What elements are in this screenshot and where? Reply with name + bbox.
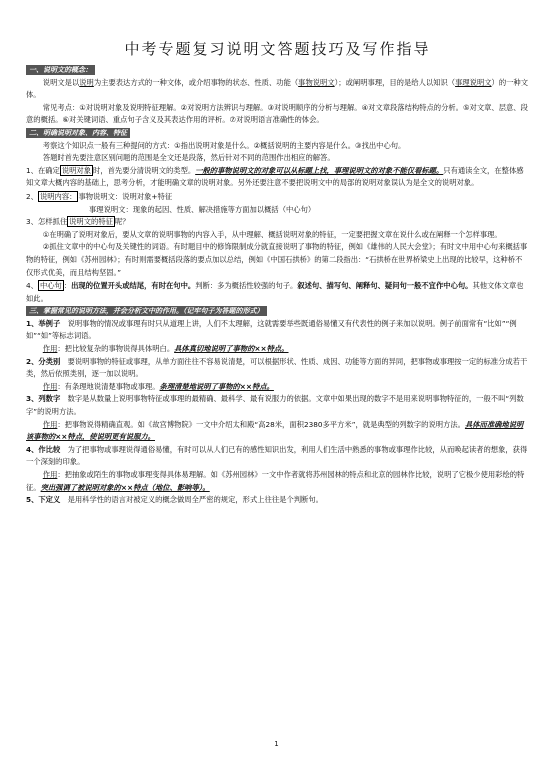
document-page [26,40,529,507]
s2-item-3-p1: ①在明确了说明对象后，要从文章的说明事物的内容入手，从中理解、概括说明对象的特征，一定要把握文章在说什么或在阐释一个怎样事理。 [42,229,502,239]
method-1: 1、举例子 说明事物的情况或事理有时只从道理上讲，人们不太理解，这就需要举些既通俗易懂又有代表性的例子来加以说明。例子前面常有“比如”“例如”“如”等标志词语。 [26,318,517,341]
s2-paragraph-2: 答题时首先要注意区别问题的范围是全文还是段落，然后针对不同的范围作出相应的解答。 [42,153,335,163]
page-title: 中考专题复习说明文答题技巧及写作指导 [124,40,431,58]
s2-item-2-sub: 事理说明文：现象的起因、性质、解决措施等方面加以概括（中心句） [89,204,316,214]
s1-paragraph-1: 说明文是以说明为主要表达方式的一种文体，或介绍事物的状态、性质、功能（事物说明文）；或阐明事理，目的是给人以知识（事理说明文）的一种文体。 [26,77,529,100]
method-1-use: 作用：把比较复杂的事物说得具体明白。具体真切地说明了事物的××特点。 [42,344,289,354]
method-2-use: 作用：有条理地说清楚事物或事理。条理清楚地说明了事物的××特点。 [42,381,274,391]
method-2: 2、分类别 要说明事物的特征或事理，从单方面往往不容易说清楚，可以根据形状、性质、成因、功能等方面的异同，把事物或事理按一定的标准分成若干类，然后依照类别，逐一加以说明。 [26,356,528,379]
method-3: 3、列数字 数字是从数量上说明事物特征或事理的最精确、最科学、最有说服力的依据。文章中如果出现的数字不是用来说明事物特征的，一般不叫“列数字”的说明方法。 [26,394,524,417]
section-3-heading: 三、掌握常见的说明方法，并会分析文中的作用。（记牢句子为答题的形式） [26,305,529,318]
s2-item-2: 2、 说明内容： 事物说明文：说明对象+特征 [26,191,173,201]
page-number: 1 [274,740,279,748]
method-4-use: 作用：把抽象或陌生的事物或事理变得具体易理解。如《苏州园林》一文中作者就将苏州园林的特点和北京的园林作比较，说明了它极少使用彩绘的特征。突出强调了被说明对象的××特点（地位、影响等）。 [26,470,525,492]
section-2-heading: 二、明确说明对象、内容、特征 [26,127,529,140]
section-1-heading: 一、说明文的概念： [26,64,529,77]
method-3-use: 作用：把事物说得精确直观。如《故宫博物院》一文中介绍太和殿“高28米，面积2380多平方米”，就是典型的列数字的说明方法。具体而准确地说明该事物的××特点，使说明更有说服力。 [26,419,524,442]
s2-item-4: 4、 中心句 ：出现的位置开头或结尾，有时在句中。判断：多为概括性较强的句子。叙述句、描写句、阐释句、疑问句一般不宜作中心句。其他文体文章也如此。 [26,281,524,303]
s2-item-3: 3、怎样抓住 说明文的特征 呢？ [26,217,130,227]
method-4: 4、作比较 为了把事物或事理说得通俗易懂，有时可以从人们已有的感性知识出发，利用人们生活中熟悉的事物或事理作比较，从而唤起读者的想象，获得一个深刻的印象。 [26,444,528,467]
s2-item-3-p2: ②抓住文章中的中心句及关键性的词语。有时题目中的修饰限制成分就直接说明了事物的特征，例如《雄伟的人民大会堂》；有时文中用中心句来概括事物的特征，例如《苏州园林》；有时则需要概括段落的要点加以总结，例如《中国石拱桥》的第二段指出：“石拱桥在世界桥梁史上出现的比较早，这种桥不仅形式优美，而且结构坚固。” [26,242,528,277]
method-5: 5、下定义 是用科学性的语言对被定义的概念做周全严密的规定，形式上往往是个判断句。 [26,495,323,505]
s2-item-1: 1、在确定 说明对象 时，首先要分清说明文的类型。一般的事物说明文的对象可以从标题上找，事理说明文的对象不能仅看标题。只有通读全文，在整体感知文章大概内容的基础上，思考分析，才能明确文章的说明对象。另外还要注意不要把说明文中的局部的说明对象误认为是全文的说明对象。 [26,165,524,188]
s1-exam-points: 常见考点：①对说明对象及说明特征理解。②对说明方法辨识与理解。③对说明顺序的分析与理解。④对文章段落结构特点的分析。⑤对文章、层意、段意的概括。⑥对关键词语、重点句子含义及其表达作用的评析。⑦对说明语言准确性的体会。 [26,102,528,125]
s2-paragraph-1: 考察这个知识点一般有三种提问的方式：①指出说明对象是什么。②概括说明的主要内容是什么。③找出中心句。 [42,140,406,150]
